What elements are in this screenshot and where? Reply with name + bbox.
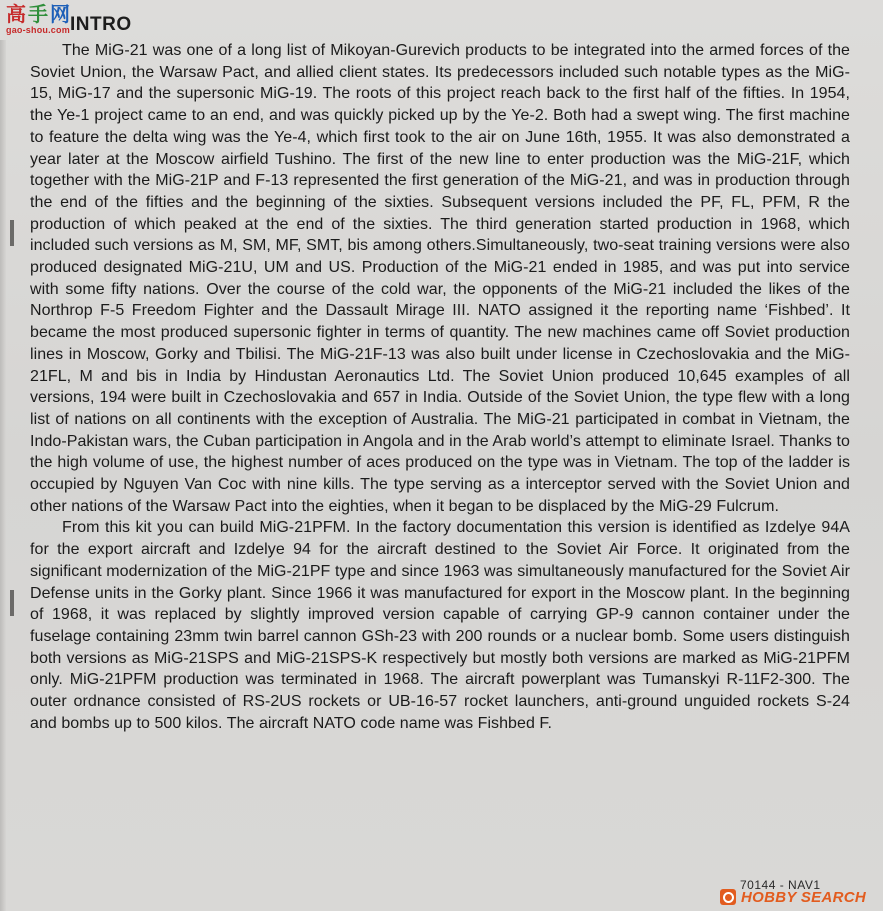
page-code: 70144 - NAV1 — [740, 878, 821, 892]
article-body — [30, 40, 850, 735]
logo-glyph: 高 — [6, 2, 26, 26]
watermark-text: HOBBY SEARCH — [741, 888, 867, 906]
hobby-search-logo-icon — [720, 889, 736, 905]
binding-mark — [10, 590, 14, 616]
page-binding-edge — [0, 40, 6, 911]
site-logo[interactable] — [6, 4, 70, 36]
logo-glyph: 手 — [28, 2, 48, 26]
logo-url: gao-shou.com — [6, 25, 70, 35]
paragraph: The MiG-21 was one of a long list of Mikoyan-Gurevich products to be integrated into the armed forces of the Soviet Union, the Warsaw Pact, and allied client states. Its predecessors included such notable types as the MiG-15, MiG-17 and the supersonic MiG-19. The roots of this project reach back to the first half of the fifties. In 1954, the Ye-1 project came to an end, and was quickly picked up by the Ye-2. Both had a swept wing. The first machine to feature the delta wing was the Ye-4, which first took to the air on June 16th, 1955. It was also demonstrated a year later at the Moscow airfield Tushino. The first of the new line to enter production was the MiG-21F, which together with the MiG-21P and F-13 represented the first generation of the MiG-21, and was in production through the end of the fifties and the beginning of the sixties. Subsequent versions included the PF, FL, PFM, R the production of which peaked at the end of the sixties. The third generation started production in 1968, which included such versions as M, SM, MF, SMT, bis among others.Simultaneously, two-seat training versions were also produced designated MiG-21U, UM and US. Production of the MiG-21 ended in 1985, and was put into service with some fifty nations. Over the course of the cold war, the opponents of the MiG-21 included the likes of the Northrop F-5 Freedom Fighter and the Dassault Mirage III. NATO assigned it the reporting name ‘Fishbed’. It became the most produced supersonic fighter in terms of quantity. The new machines came off Soviet production lines in Moscow, Gorky and Tbilisi. The MiG-21F-13 was also built under license in Czechoslovakia and the MiG-21FL, M and bis in India by Hindustan Aeronautics Ltd. The Soviet Union produced 10,645 examples of all versions, 194 were built in Czechoslovakia and 657 in India. Outside of the Soviet Union, the type flew with a long list of nations on all continents with the exception of Australia. The MiG-21 participated in combat in Vietnam, the Indo-Pakistan wars, the Cuban participation in Angola and in the Arab world’s attempt to eliminate Israel. Thanks to the high volume of use, the highest number of aces produced on the type was in Vietnam. The top of the ladder is occupied by Nguyen Van Coc with nine kills. The type serving as a interceptor served with the Soviet Union and other nations of the Warsaw Pact into the eighties, when it began to be displaced by the MiG-29 Fulcrum. — [30, 42, 850, 515]
section-title: INTRO — [70, 14, 132, 35]
watermark — [720, 886, 880, 908]
binding-mark — [10, 220, 14, 246]
logo-glyph: 网 — [50, 2, 70, 26]
header — [0, 0, 132, 40]
paragraph: From this kit you can build MiG-21PFM. In the factory documentation this version is identified as Izdelye 94A for the export aircraft and Izdelye 94 for the aircraft destined to the Soviet Air Force. It originated from the significant modernization of the MiG-21PF type and since 1963 was simultaneously manufactured for the Soviet Air Defense units in the Gorky plant. Since 1966 it was manufactured for export in the Moscow plant. In the beginning of 1968, it was replaced by slightly improved version capable of carrying GP-9 cannon container under the fuselage containing 23mm twin barrel cannon GSh-23 with 200 rounds or a nuclear bomb. Some users distinguish both versions as MiG-21SPS and MiG-21SPS-K respectively but mostly both versions are marked as MiG-21PFM only. MiG-21PFM production was terminated in 1968. The aircraft powerplant was Tumanskyi R-11F2-300. The outer ordnance consisted of RS-2US rockets or UB-16-57 rocket launchers, anti-ground unguided rockets S-24 and bombs up to 500 kilos. The aircraft NATO code name was Fishbed F. — [30, 519, 850, 732]
